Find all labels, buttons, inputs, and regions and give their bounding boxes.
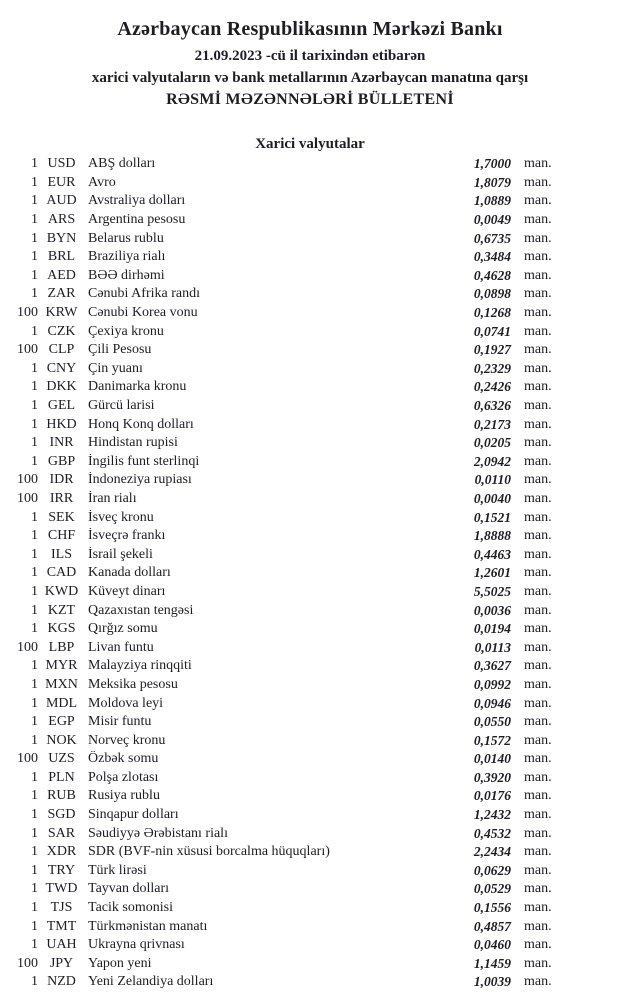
currency-rate: 0,4532 (473, 825, 511, 841)
table-row (0, 453, 620, 472)
currency-name: Çin yuanı (88, 360, 143, 376)
currency-unit: man. (524, 416, 552, 432)
currency-unit: man. (524, 583, 552, 599)
currency-name: Sinqapur dolları (88, 807, 179, 823)
currency-code: ARS (47, 212, 76, 228)
currency-code: XDR (46, 844, 77, 860)
currency-code: HKD (46, 416, 77, 432)
table-row (0, 229, 620, 248)
currency-code: TWD (45, 881, 78, 897)
currency-name: İran rialı (88, 490, 137, 506)
currency-code: UZS (48, 751, 75, 767)
bulletin-title: RƏSMİ MƏZƏNNƏLƏRİ BÜLLETENİ (166, 91, 454, 108)
currency-unit: man. (524, 490, 552, 506)
table-row (0, 899, 620, 918)
table-row (0, 750, 620, 769)
currency-rate: 5,5025 (473, 583, 511, 599)
currency-rate: 0,2329 (473, 360, 511, 376)
currency-quantity: 1 (31, 676, 38, 692)
currency-unit: man. (524, 807, 552, 823)
currency-quantity: 1 (31, 249, 38, 265)
currency-quantity: 1 (31, 174, 38, 190)
currency-code: TMT (46, 918, 77, 934)
section-title-foreign-currencies: Xarici valyutalar (255, 136, 365, 152)
currency-unit: man. (524, 193, 552, 209)
currency-code: MXN (45, 676, 78, 692)
currency-code: RUB (47, 788, 76, 804)
currency-quantity: 100 (17, 490, 38, 506)
currency-unit: man. (524, 974, 552, 990)
currency-rate: 1,7000 (473, 156, 511, 172)
currency-unit: man. (524, 360, 552, 376)
currency-unit: man. (524, 453, 552, 469)
currency-quantity: 100 (17, 472, 38, 488)
currency-name: Kanada dolları (88, 565, 171, 581)
currency-unit: man. (524, 937, 552, 953)
currency-name: İngilis funt sterlinqi (88, 453, 200, 469)
currency-rate: 1,8888 (473, 528, 511, 544)
table-row (0, 657, 620, 676)
currency-code: KWD (44, 583, 79, 599)
currency-quantity: 1 (31, 937, 38, 953)
currency-quantity: 1 (31, 658, 38, 674)
currency-name: Türk lirəsi (88, 862, 147, 878)
table-row (0, 955, 620, 974)
currency-unit: man. (524, 174, 552, 190)
currency-name: Cənubi Korea vonu (88, 305, 198, 321)
currency-quantity: 100 (17, 751, 38, 767)
table-row (0, 787, 620, 806)
currency-rate: 0,0205 (473, 435, 511, 451)
currency-name: Malayziya rinqqiti (88, 658, 192, 674)
currency-name: Qırğız somu (88, 621, 158, 637)
currency-code: INR (49, 435, 74, 451)
currency-code: SGD (47, 807, 76, 823)
currency-rate: 0,0741 (473, 323, 511, 339)
table-row (0, 676, 620, 695)
currency-rate: 0,4463 (473, 546, 511, 562)
currency-name: İsveçrə frankı (88, 528, 166, 544)
exchange-rates-table (0, 155, 620, 992)
currency-rate: 2,0942 (473, 453, 511, 469)
currency-unit: man. (524, 751, 552, 767)
table-row (0, 527, 620, 546)
currency-quantity: 1 (31, 212, 38, 228)
currency-name: Rusiya rublu (88, 788, 160, 804)
currency-name: Yeni Zelandiya dolları (88, 974, 214, 990)
currency-rate: 0,1927 (473, 342, 511, 358)
table-row (0, 973, 620, 992)
currency-code: CZK (47, 323, 76, 339)
table-row (0, 917, 620, 936)
currency-unit: man. (524, 658, 552, 674)
currency-code: DKK (46, 379, 77, 395)
currency-unit: man. (524, 732, 552, 748)
currency-code: IRR (49, 490, 74, 506)
currency-code: MYR (45, 658, 78, 674)
currency-quantity: 1 (31, 323, 38, 339)
currency-name: Honq Konq dolları (88, 416, 194, 432)
currency-unit: man. (524, 323, 552, 339)
currency-rate: 0,4628 (473, 267, 511, 283)
currency-unit: man. (524, 788, 552, 804)
table-row (0, 322, 620, 341)
currency-name: Meksika pesosu (88, 676, 178, 692)
currency-name: SDR (BVF-nin xüsusi borcalma hüquqları) (88, 844, 330, 860)
currency-name: İndoneziya rupiası (88, 472, 192, 488)
currency-name: Hindistan rupisi (88, 435, 178, 451)
currency-rate: 0,0140 (473, 751, 511, 767)
currency-quantity: 1 (31, 565, 38, 581)
currency-name: İsrail şekeli (88, 546, 153, 562)
currency-name: Tayvan dolları (88, 881, 170, 897)
currency-rate: 0,2173 (473, 416, 511, 432)
table-row (0, 248, 620, 267)
currency-unit: man. (524, 305, 552, 321)
currency-name: ABŞ dolları (88, 156, 156, 172)
table-row (0, 304, 620, 323)
table-row (0, 843, 620, 862)
currency-quantity: 1 (31, 844, 38, 860)
table-row (0, 564, 620, 583)
currency-name: Misir funtu (88, 714, 152, 730)
table-row (0, 174, 620, 193)
currency-name: Norveç kronu (88, 732, 166, 748)
currency-name: İsveç kronu (88, 509, 154, 525)
currency-rate: 0,0036 (473, 602, 511, 618)
currency-rate: 0,1521 (473, 509, 511, 525)
currency-unit: man. (524, 212, 552, 228)
currency-quantity: 1 (31, 788, 38, 804)
currency-code: BRL (47, 249, 76, 265)
currency-rate: 0,0946 (473, 695, 511, 711)
currency-unit: man. (524, 509, 552, 525)
currency-quantity: 1 (31, 193, 38, 209)
currency-unit: man. (524, 881, 552, 897)
currency-unit: man. (524, 621, 552, 637)
currency-quantity: 1 (31, 156, 38, 172)
currency-rate: 0,0460 (473, 937, 511, 953)
currency-unit: man. (524, 435, 552, 451)
currency-unit: man. (524, 398, 552, 414)
currency-quantity: 1 (31, 583, 38, 599)
currency-quantity: 100 (17, 342, 38, 358)
currency-quantity: 100 (17, 955, 38, 971)
currency-name: Avstraliya dolları (88, 193, 186, 209)
currency-quantity: 1 (31, 379, 38, 395)
currency-rate: 0,0529 (473, 881, 511, 897)
currency-unit: man. (524, 546, 552, 562)
currency-code: CLP (48, 342, 75, 358)
table-row (0, 731, 620, 750)
currency-name: Gürcü larisi (88, 398, 155, 414)
currency-code: BYN (46, 230, 77, 246)
currency-code: NZD (47, 974, 76, 990)
currency-name: Çexiya kronu (88, 323, 164, 339)
currency-name: Braziliya rialı (88, 249, 166, 265)
currency-unit: man. (524, 769, 552, 785)
currency-quantity: 1 (31, 360, 38, 376)
currency-unit: man. (524, 286, 552, 302)
table-row (0, 490, 620, 509)
page-title: Azərbaycan Respublikasının Mərkəzi Bankı (117, 18, 503, 40)
currency-name: Polşa zlotası (88, 769, 159, 785)
currency-name: Qazaxıstan tengəsi (88, 602, 194, 618)
currency-rate: 0,0194 (473, 621, 511, 637)
currency-unit: man. (524, 918, 552, 934)
table-row (0, 285, 620, 304)
currency-unit: man. (524, 342, 552, 358)
currency-code: ZAR (47, 286, 76, 302)
currency-code: UAH (46, 937, 77, 953)
currency-unit: man. (524, 825, 552, 841)
currency-unit: man. (524, 267, 552, 283)
currency-quantity: 1 (31, 714, 38, 730)
currency-code: EUR (47, 174, 76, 190)
currency-code: GBP (47, 453, 76, 469)
currency-rate: 0,0629 (473, 862, 511, 878)
currency-rate: 0,1556 (473, 900, 511, 916)
table-row (0, 880, 620, 899)
table-row (0, 267, 620, 286)
currency-name: Yapon yeni (88, 955, 152, 971)
currency-unit: man. (524, 695, 552, 711)
currency-quantity: 1 (31, 435, 38, 451)
currency-rate: 1,1459 (473, 955, 511, 971)
currency-name: Özbək somu (88, 751, 159, 767)
subtitle-line: xarici valyutaların və bank metallarının Azərbaycan manatına qarşı (91, 70, 529, 86)
currency-code: MDL (45, 695, 78, 711)
currency-quantity: 1 (31, 918, 38, 934)
table-row (0, 545, 620, 564)
currency-unit: man. (524, 676, 552, 692)
table-row (0, 434, 620, 453)
currency-code: CAD (46, 565, 77, 581)
currency-quantity: 1 (31, 769, 38, 785)
currency-unit: man. (524, 249, 552, 265)
currency-unit: man. (524, 900, 552, 916)
currency-unit: man. (524, 528, 552, 544)
currency-rate: 1,8079 (473, 174, 511, 190)
currency-quantity: 1 (31, 453, 38, 469)
currency-rate: 0,0040 (473, 490, 511, 506)
table-row (0, 192, 620, 211)
currency-quantity: 1 (31, 546, 38, 562)
currency-quantity: 1 (31, 974, 38, 990)
table-row (0, 638, 620, 657)
currency-rate: 0,0898 (473, 286, 511, 302)
currency-name: BƏƏ dirhəmi (88, 267, 165, 283)
currency-code: TJS (50, 900, 73, 916)
currency-unit: man. (524, 379, 552, 395)
table-row (0, 360, 620, 379)
currency-rate: 0,4857 (473, 918, 511, 934)
effective-date-line: 21.09.2023 -cü il tarixindən etibarən (194, 48, 426, 64)
currency-name: Danimarka kronu (88, 379, 187, 395)
currency-code: KRW (45, 305, 78, 321)
currency-rate: 1,0889 (473, 193, 511, 209)
currency-unit: man. (524, 714, 552, 730)
table-row (0, 378, 620, 397)
currency-quantity: 100 (17, 639, 38, 655)
table-row (0, 694, 620, 713)
currency-code: AED (47, 267, 76, 283)
currency-code: TRY (47, 862, 76, 878)
currency-rate: 0,3484 (473, 249, 511, 265)
currency-code: JPY (49, 955, 74, 971)
table-row (0, 601, 620, 620)
table-row (0, 211, 620, 230)
currency-unit: man. (524, 565, 552, 581)
currency-code: EGP (48, 714, 75, 730)
currency-quantity: 1 (31, 807, 38, 823)
currency-name: Çili Pesosu (88, 342, 152, 358)
currency-code: USD (47, 156, 76, 172)
currency-rate: 0,3627 (473, 658, 511, 674)
currency-quantity: 1 (31, 695, 38, 711)
currency-rate: 0,0049 (473, 212, 511, 228)
currency-name: Ukrayna qrivnası (88, 937, 185, 953)
currency-rate: 0,0992 (473, 676, 511, 692)
currency-code: SEK (48, 509, 75, 525)
currency-name: Səudiyyə Ərəbistanı rialı (88, 825, 228, 841)
table-row (0, 415, 620, 434)
currency-name: Avro (88, 174, 116, 190)
currency-code: AUD (46, 193, 77, 209)
currency-quantity: 1 (31, 509, 38, 525)
currency-quantity: 1 (31, 825, 38, 841)
currency-quantity: 1 (31, 900, 38, 916)
currency-rate: 0,0113 (474, 639, 511, 655)
currency-rate: 1,2601 (473, 565, 511, 581)
currency-code: KGS (47, 621, 76, 637)
table-row (0, 824, 620, 843)
currency-rate: 1,0039 (473, 974, 511, 990)
currency-quantity: 100 (17, 305, 38, 321)
currency-rate: 2,2434 (473, 844, 511, 860)
currency-quantity: 1 (31, 267, 38, 283)
currency-code: NOK (46, 732, 77, 748)
currency-name: Belarus rublu (88, 230, 164, 246)
currency-unit: man. (524, 844, 552, 860)
currency-code: SAR (47, 825, 76, 841)
currency-quantity: 1 (31, 398, 38, 414)
currency-code: CNY (46, 360, 77, 376)
currency-rate: 0,0176 (473, 788, 511, 804)
table-row (0, 508, 620, 527)
currency-quantity: 1 (31, 416, 38, 432)
currency-quantity: 1 (31, 602, 38, 618)
table-row (0, 155, 620, 174)
table-row (0, 397, 620, 416)
currency-unit: man. (524, 862, 552, 878)
table-row (0, 713, 620, 732)
currency-name: Argentina pesosu (88, 212, 186, 228)
currency-name: Küveyt dinarı (88, 583, 166, 599)
table-row (0, 341, 620, 360)
currency-quantity: 1 (31, 286, 38, 302)
table-row (0, 471, 620, 490)
currency-code: LBP (48, 639, 75, 655)
currency-code: PLN (48, 769, 75, 785)
currency-rate: 0,1572 (473, 732, 511, 748)
currency-rate: 0,2426 (473, 379, 511, 395)
currency-unit: man. (524, 639, 552, 655)
currency-unit: man. (524, 156, 552, 172)
currency-rate: 1,2432 (473, 807, 511, 823)
currency-code: GEL (47, 398, 76, 414)
currency-unit: man. (524, 602, 552, 618)
currency-name: Livan funtu (88, 639, 154, 655)
currency-rate: 0,6326 (473, 398, 511, 414)
currency-code: ILS (51, 546, 72, 562)
currency-name: Tacik somonisi (88, 900, 173, 916)
currency-quantity: 1 (31, 230, 38, 246)
currency-name: Cənubi Afrika randı (88, 286, 200, 302)
currency-code: CHF (47, 528, 76, 544)
table-row (0, 620, 620, 639)
currency-name: Türkmənistan manatı (88, 918, 208, 934)
table-row (0, 936, 620, 955)
currency-rate: 0,6735 (473, 230, 511, 246)
currency-quantity: 1 (31, 732, 38, 748)
currency-name: Moldova leyi (88, 695, 164, 711)
currency-unit: man. (524, 230, 552, 246)
currency-rate: 0,0110 (474, 472, 511, 488)
table-row (0, 862, 620, 881)
currency-rate: 0,3920 (473, 769, 511, 785)
currency-quantity: 1 (31, 862, 38, 878)
table-row (0, 583, 620, 602)
currency-quantity: 1 (31, 621, 38, 637)
currency-quantity: 1 (31, 881, 38, 897)
currency-unit: man. (524, 472, 552, 488)
currency-code: IDR (49, 472, 74, 488)
table-row (0, 769, 620, 788)
currency-quantity: 1 (31, 528, 38, 544)
currency-rate: 0,0550 (473, 714, 511, 730)
table-row (0, 806, 620, 825)
currency-unit: man. (524, 955, 552, 971)
currency-code: KZT (47, 602, 76, 618)
currency-rate: 0,1268 (473, 305, 511, 321)
